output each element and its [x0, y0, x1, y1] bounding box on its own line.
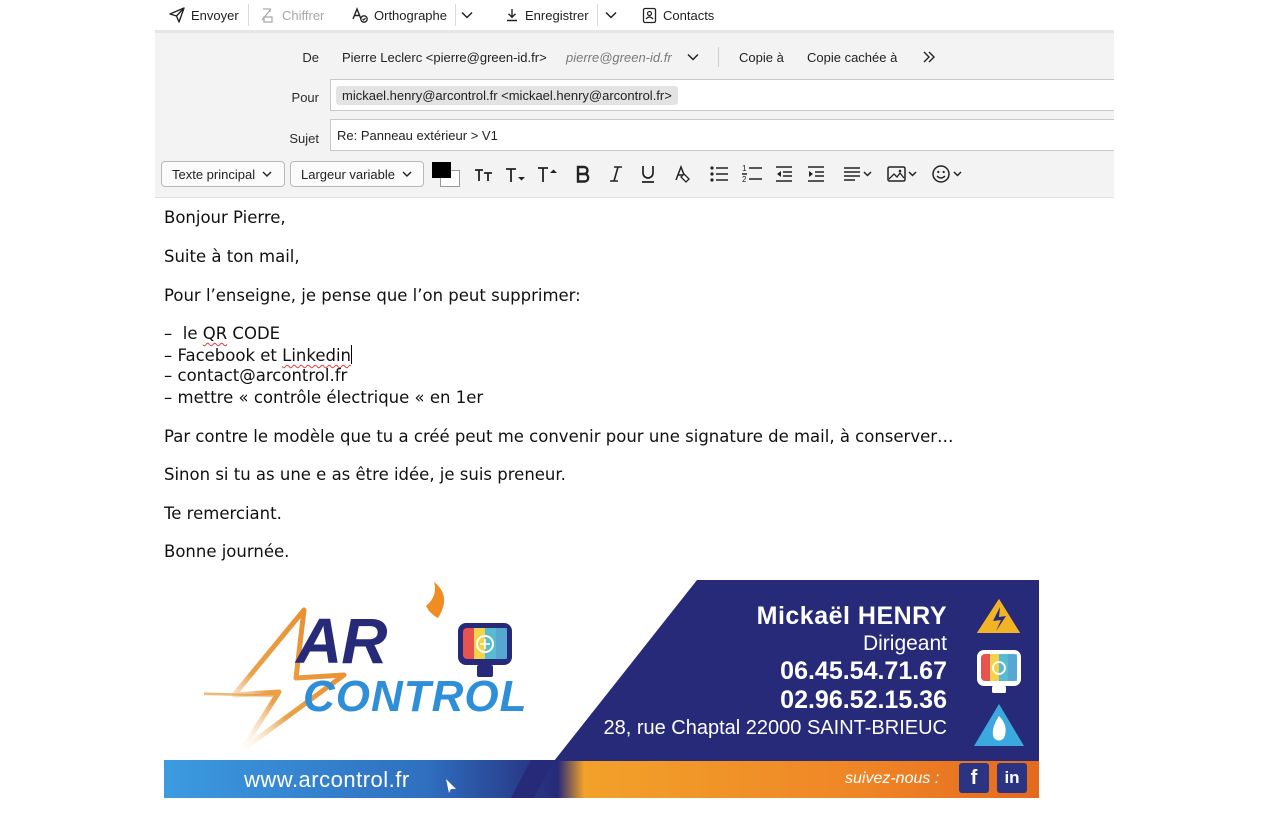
bulleted-list-button[interactable] — [707, 162, 731, 186]
signature-name: Mickaël HENRY — [756, 602, 947, 630]
contacts-label: Contacts — [663, 7, 715, 23]
to-label: Pour — [291, 90, 319, 105]
linkedin-icon[interactable]: in — [997, 763, 1027, 793]
svg-text:2: 2 — [742, 175, 747, 184]
save-label: Enregistrer — [525, 7, 589, 23]
signature-role: Dirigeant — [862, 632, 947, 655]
toolbar-divider — [455, 4, 456, 26]
spelling-label: Orthographe — [374, 7, 447, 23]
text-color-picker[interactable] — [431, 161, 461, 187]
text-size-down-icon — [504, 164, 528, 184]
signature-phone: 02.96.52.15.36 — [780, 686, 947, 714]
font-value: Largeur variable — [301, 166, 395, 182]
clear-format-icon — [673, 164, 693, 184]
paragraph-style-value: Texte principal — [172, 166, 256, 182]
logo-wordmark-top: AR — [296, 605, 387, 677]
list-item-prefix: – le — [164, 324, 203, 343]
font-smaller-icon — [473, 164, 495, 184]
bold-button[interactable] — [572, 162, 594, 186]
alignment-menu-button[interactable] — [841, 162, 875, 186]
insert-image-menu-button[interactable] — [885, 162, 921, 186]
underline-button[interactable] — [637, 162, 659, 186]
subject-value: Re: Panneau extérieur > V1 — [337, 128, 498, 143]
bcc-button[interactable]: Copie cachée à — [807, 50, 898, 65]
font-size-increase-button[interactable] — [536, 162, 560, 186]
list-item-prefix: – Facebook et — [164, 346, 283, 365]
numbered-list-icon — [741, 163, 763, 185]
toolbar-divider — [597, 4, 598, 26]
misspelled-word[interactable]: QR — [202, 324, 228, 343]
font-size-smaller-button[interactable] — [472, 162, 496, 186]
subject-label: Sujet — [289, 131, 319, 146]
increase-indent-button[interactable] — [804, 162, 828, 186]
text-size-up-icon — [536, 164, 560, 184]
list-item-suffix: CODE — [227, 324, 281, 343]
decrease-indent-button[interactable] — [772, 162, 796, 186]
emoji-menu-button[interactable] — [930, 162, 966, 186]
body-paragraph: Pour l’enseigne, je pense que l’on peut supprimer: — [164, 286, 581, 305]
body-greeting: Bonjour Pierre, — [164, 208, 286, 227]
emoji-icon — [931, 164, 965, 184]
clear-formatting-button[interactable] — [671, 162, 695, 186]
save-button[interactable] — [504, 4, 589, 26]
toolbar-divider — [248, 4, 249, 26]
to-field[interactable] — [330, 79, 1114, 111]
double-chevron-right-icon — [921, 49, 937, 65]
body-paragraph: Sinon si tu as une e as être idée, je suis preneur. — [164, 465, 566, 484]
spelling-button[interactable] — [351, 4, 447, 26]
header-divider — [718, 47, 719, 67]
send-label: Envoyer — [191, 7, 239, 23]
body-list-item — [164, 345, 352, 365]
chevron-down-icon — [460, 8, 474, 22]
download-icon — [504, 7, 520, 23]
send-button[interactable] — [168, 4, 239, 26]
image-icon — [886, 164, 920, 184]
body-paragraph: Par contre le modèle que tu a créé peut me convenir pour une signature de mail, à conserver… — [164, 427, 954, 446]
bold-icon — [574, 164, 592, 184]
chevron-down-icon — [604, 8, 618, 22]
facebook-icon[interactable]: f — [959, 763, 989, 793]
signature-website-link[interactable]: www.arcontrol.fr — [244, 767, 410, 792]
font-select[interactable] — [290, 161, 424, 187]
body-closing: Bonne journée. — [164, 542, 290, 561]
from-label: De — [302, 50, 319, 65]
spelling-menu-button[interactable] — [460, 4, 474, 26]
italic-button[interactable] — [605, 162, 627, 186]
signature-mobile: 06.45.54.71.67 — [780, 657, 947, 685]
send-icon — [168, 6, 186, 24]
encrypt-button[interactable] — [259, 4, 324, 26]
formatting-toolbar — [155, 152, 1114, 198]
body-list-item — [164, 324, 280, 343]
more-fields-button[interactable] — [921, 49, 937, 70]
recipient-pill[interactable]: mickael.henry@arcontrol.fr <mickael.henry@arcontrol.fr> — [336, 86, 678, 105]
font-size-decrease-button[interactable] — [504, 162, 528, 186]
cc-button[interactable]: Copie à — [739, 50, 784, 65]
bullet-list-icon — [709, 164, 729, 184]
encrypt-label: Chiffrer — [282, 7, 325, 23]
spellcheck-icon — [351, 6, 369, 24]
body-list-item: – contact@arcontrol.fr — [164, 366, 348, 385]
signature-banner — [164, 580, 1039, 798]
chevron-down-icon — [686, 50, 700, 64]
encrypt-icon — [259, 6, 277, 24]
chevron-down-icon — [401, 168, 413, 180]
misspelled-word[interactable]: Linkedin — [282, 346, 352, 365]
body-paragraph: Te remerciant. — [164, 504, 282, 523]
chevron-down-icon — [261, 168, 273, 180]
body-paragraph: Suite à ton mail, — [164, 247, 300, 266]
compose-toolbar — [0, 0, 1270, 30]
signature-follow-label: suivez-nous : — [845, 770, 940, 787]
address-book-icon — [641, 7, 658, 24]
underline-icon — [640, 164, 656, 184]
from-identity[interactable]: Pierre Leclerc <pierre@green-id.fr> — [342, 50, 547, 65]
subject-field[interactable] — [330, 119, 1114, 151]
numbered-list-button[interactable] — [740, 162, 764, 186]
contacts-button[interactable] — [641, 4, 714, 26]
outdent-icon — [774, 164, 794, 184]
paragraph-style-select[interactable] — [161, 161, 285, 187]
italic-icon — [608, 164, 624, 184]
align-left-icon — [842, 164, 874, 184]
svg-text:1: 1 — [742, 164, 747, 173]
logo-wordmark-bottom: CONTROL — [303, 672, 528, 721]
save-menu-button[interactable] — [604, 4, 618, 26]
indent-icon — [806, 164, 826, 184]
from-alias: pierre@green-id.fr — [566, 50, 672, 65]
foreground-color-swatch[interactable] — [432, 162, 451, 178]
text-cursor — [351, 345, 352, 364]
body-list-item: – mettre « contrôle électrique « en 1er — [164, 388, 484, 407]
signature-address: 28, rue Chaptal 22000 SAINT-BRIEUC — [603, 717, 947, 739]
from-dropdown[interactable] — [686, 50, 700, 69]
